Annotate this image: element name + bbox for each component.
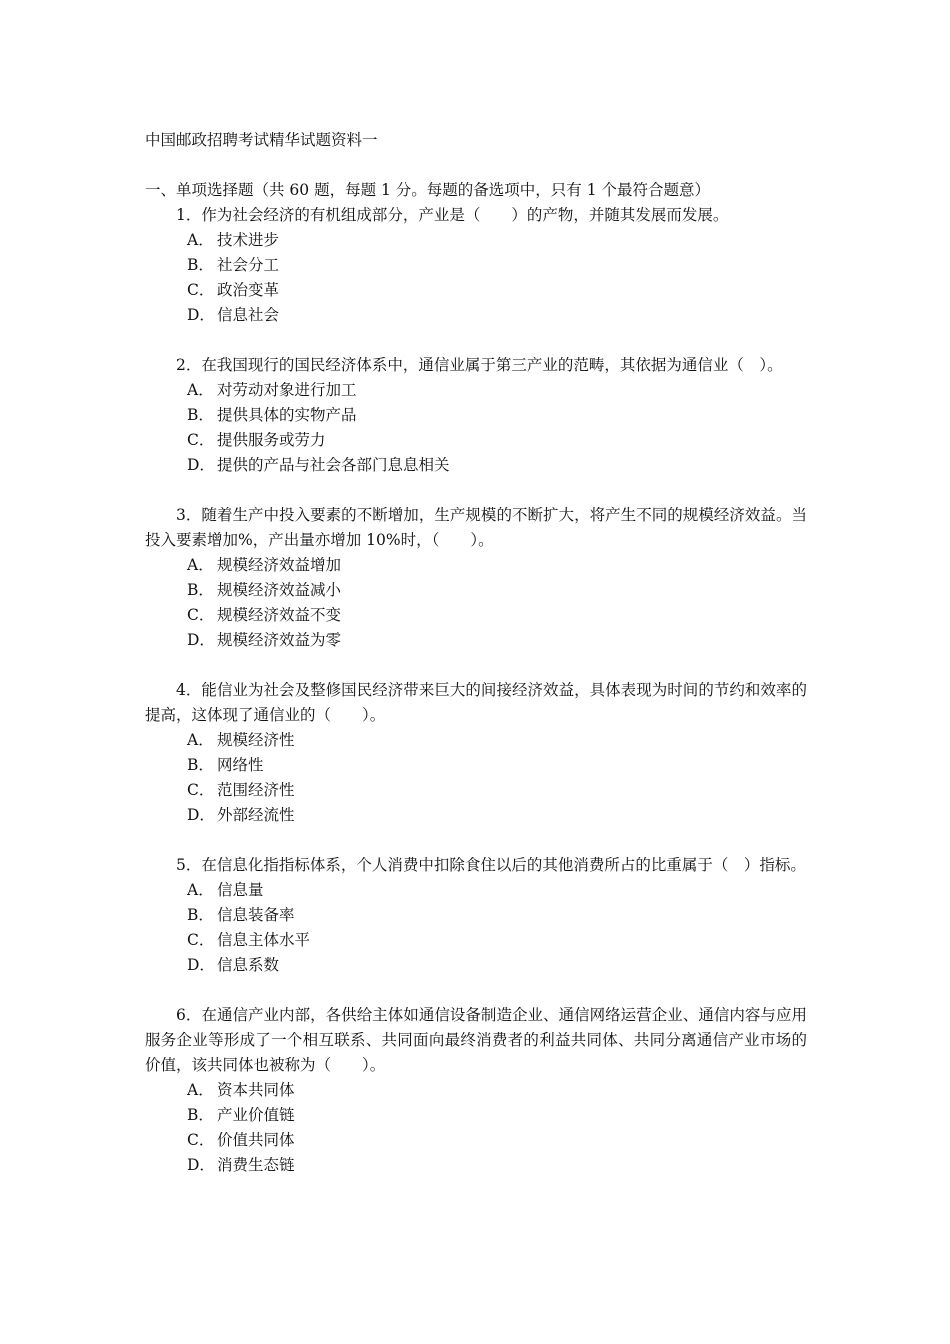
option-letter: B． (187, 406, 214, 424)
question-text: 3．随着生产中投入要素的不断增加，生产规模的不断扩大，将产生不同的规模经济效益。当投入要素增加%，产出量亦增加 10%时，（ ）。 (145, 506, 807, 549)
option-letter: A． (187, 731, 214, 749)
answer-option (145, 378, 807, 403)
answer-option (145, 928, 807, 953)
option-letter: A． (187, 1081, 214, 1099)
blank-line (145, 328, 807, 353)
question-text: 1．作为社会经济的有机组成部分，产业是（ ）的产物，并随其发展而发展。 (176, 206, 729, 224)
option-text: 规模经济性 (217, 731, 295, 749)
answer-option (145, 403, 807, 428)
question-list (145, 203, 807, 1178)
answer-option (145, 953, 807, 978)
option-letter: D． (187, 956, 215, 974)
option-list (145, 378, 807, 478)
question-block (145, 678, 807, 853)
question-block (145, 853, 807, 1003)
option-letter: D． (187, 306, 215, 324)
option-letter: C． (187, 931, 215, 949)
option-letter: B． (187, 756, 214, 774)
option-letter: B． (187, 256, 214, 274)
option-text: 消费生态链 (217, 1156, 295, 1174)
answer-option (145, 1153, 807, 1178)
option-text: 外部经流性 (217, 806, 295, 824)
option-list (145, 878, 807, 978)
answer-option (145, 803, 807, 828)
option-letter: A． (187, 881, 214, 899)
question-text: 4．能信业为社会及整修国民经济带来巨大的间接经济效益，具体表现为时间的节约和效率的提高，这体现了通信业的（ ）。 (145, 681, 807, 724)
option-text: 社会分工 (217, 256, 280, 274)
answer-option (145, 278, 807, 303)
answer-option (145, 778, 807, 803)
option-letter: B． (187, 906, 214, 924)
question-text: 2．在我国现行的国民经济体系中，通信业属于第三产业的范畴，其依据为通信业（ ）。 (176, 356, 783, 374)
blank-line (145, 478, 807, 503)
option-letter: C． (187, 281, 215, 299)
answer-option (145, 1103, 807, 1128)
option-text: 范围经济性 (217, 781, 295, 799)
answer-option (145, 878, 807, 903)
option-letter: B． (187, 581, 214, 599)
option-list (145, 228, 807, 328)
option-text: 产业价值链 (217, 1106, 295, 1124)
answer-option (145, 228, 807, 253)
answer-option (145, 753, 807, 778)
option-letter: A． (187, 381, 214, 399)
answer-option (145, 453, 807, 478)
option-list (145, 728, 807, 828)
blank-line (145, 978, 807, 1003)
blank-line (145, 653, 807, 678)
option-text: 信息主体水平 (217, 931, 311, 949)
option-letter: B． (187, 1106, 214, 1124)
question-text: 6．在通信产业内部，各供给主体如通信设备制造企业、通信网络运营企业、通信内容与应用服务企业等形成了一个相互联系、共同面向最终消费者的利益共同体、共同分离通信产业市场的价值，该共同体也被称为（ ）。 (145, 1006, 807, 1074)
option-list (145, 1078, 807, 1178)
answer-option (145, 253, 807, 278)
question-block (145, 503, 807, 678)
option-letter: C． (187, 1131, 215, 1149)
option-text: 资本共同体 (217, 1081, 295, 1099)
answer-option (145, 428, 807, 453)
answer-option (145, 728, 807, 753)
option-text: 价值共同体 (217, 1131, 295, 1149)
question-block (145, 203, 807, 353)
question-block (145, 353, 807, 503)
option-text: 信息量 (217, 881, 264, 899)
option-letter: C． (187, 781, 215, 799)
blank-line (145, 153, 807, 178)
answer-option (145, 553, 807, 578)
option-list (145, 553, 807, 653)
document-body (145, 128, 807, 1178)
option-text: 信息装备率 (217, 906, 295, 924)
option-text: 规模经济效益增加 (217, 556, 342, 574)
question-block (145, 1003, 807, 1178)
answer-option (145, 603, 807, 628)
option-text: 提供具体的实物产品 (217, 406, 357, 424)
option-letter: D． (187, 456, 215, 474)
option-letter: A． (187, 231, 214, 249)
option-letter: D． (187, 806, 215, 824)
option-text: 网络性 (217, 756, 264, 774)
option-text: 规模经济效益为零 (217, 631, 342, 649)
answer-option (145, 303, 807, 328)
option-text: 提供服务或劳力 (217, 431, 326, 449)
answer-option (145, 903, 807, 928)
option-letter: A． (187, 556, 214, 574)
option-letter: D． (187, 1156, 215, 1174)
document-title: 中国邮政招聘考试精华试题资料一 (145, 131, 378, 149)
option-letter: C． (187, 431, 215, 449)
option-text: 信息系数 (217, 956, 280, 974)
answer-option (145, 628, 807, 653)
answer-option (145, 1128, 807, 1153)
option-letter: C． (187, 606, 215, 624)
answer-option (145, 1078, 807, 1103)
option-text: 规模经济效益减小 (217, 581, 342, 599)
option-text: 对劳动对象进行加工 (217, 381, 357, 399)
option-text: 提供的产品与社会各部门息息相关 (217, 456, 450, 474)
blank-line (145, 828, 807, 853)
option-text: 政治变革 (217, 281, 280, 299)
option-text: 规模经济效益不变 (217, 606, 342, 624)
option-letter: D． (187, 631, 215, 649)
option-text: 信息社会 (217, 306, 280, 324)
section-heading: 一、单项选择题（共 60 题，每题 1 分。每题的备选项中，只有 1 个最符合题意） (145, 181, 711, 199)
answer-option (145, 578, 807, 603)
question-text: 5．在信息化指指标体系，个人消费中扣除食住以后的其他消费所占的比重属于（ ）指标。 (176, 856, 806, 874)
option-text: 技术进步 (217, 231, 280, 249)
